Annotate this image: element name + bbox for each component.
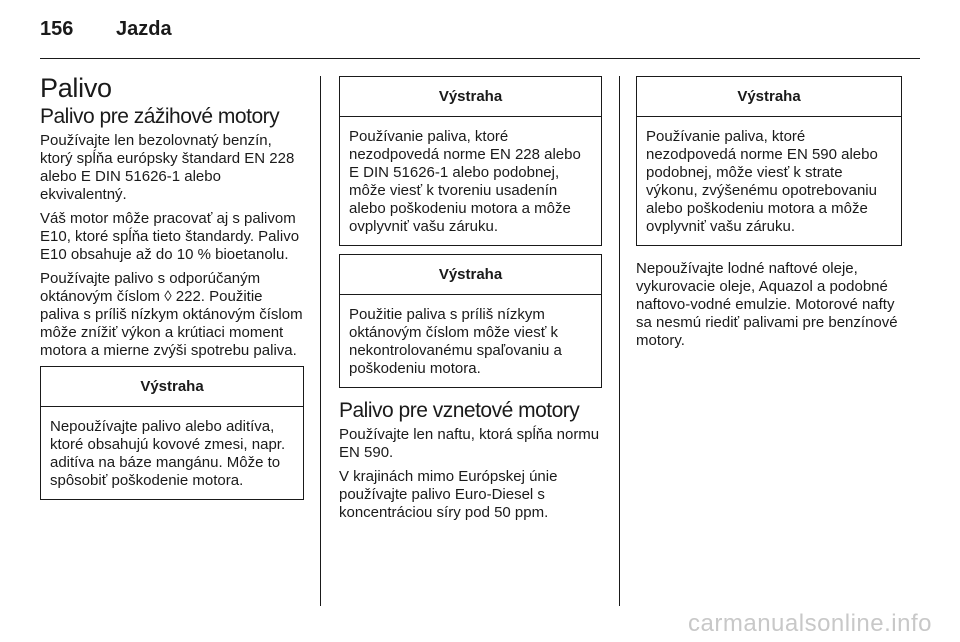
column-divider-left: [320, 76, 321, 606]
paragraph: Váš motor môže pracovať aj s palivom E10, ktoré spĺňa tieto štandardy. Palivo E10 obsahuje až do 10 % bioetanolu.: [40, 210, 300, 263]
column-right: [636, 72, 902, 356]
warning-box: [636, 76, 902, 246]
watermark: carmanualsonline.info: [688, 610, 932, 637]
page-number: 156: [40, 18, 74, 40]
header-rule: [40, 58, 920, 59]
warning-text: Použitie paliva s príliš nízkym oktánovým číslom môže viesť k nekontrolovanému spaľovaniu a poškodeniu motora.: [349, 306, 562, 377]
section-title: Palivo: [40, 73, 112, 103]
warning-box: [40, 366, 304, 500]
warning-title: Výstraha: [340, 77, 601, 117]
subsection-title-petrol: Palivo pre zážihové motory: [40, 105, 280, 128]
paragraph: Používajte palivo s odporúčaným oktánovým číslom ◊ 222. Použitie paliva s príliš nízkym oktánovým číslom môže znížiť výkon a krútiaci moment motora a mierne zvýši spotrebu paliva.: [40, 270, 303, 359]
column-left: [40, 72, 304, 508]
paragraph: Používajte len bezolovnatý benzín, ktorý spĺňa európsky štandard EN 228 alebo E DIN 51626-1 alebo ekvivalentný.: [40, 132, 295, 203]
warning-title: Výstraha: [41, 367, 303, 407]
warning-text: Nepoužívajte palivo alebo aditíva, ktoré obsahujú kovové zmesi, napr. aditíva na báze mangánu. Môže to spôsobiť poškodenie motora.: [50, 418, 286, 489]
warning-title: Výstraha: [637, 77, 901, 117]
warning-title: Výstraha: [340, 255, 601, 295]
paragraph: Nepoužívajte lodné naftové oleje, vykurovacie oleje, Aquazol a podobné naftovo-vodné emulzie. Motorové nafty sa nesmú riediť palivami pre benzínové motory.: [636, 260, 898, 349]
warning-text: Používanie paliva, ktoré nezodpovedá norme EN 228 alebo E DIN 51626-1 alebo podobnej, môže viesť k tvoreniu usadenín alebo poškodeniu motora a môže ovplyvniť vašu záruku.: [349, 128, 581, 235]
warning-box: [339, 76, 602, 246]
paragraph: Používajte len naftu, ktorá spĺňa normu EN 590.: [339, 426, 600, 461]
warning-box: [339, 254, 602, 388]
subsection-title-diesel: Palivo pre vznetové motory: [339, 399, 580, 422]
chapter-title: Jazda: [116, 18, 172, 40]
column-middle: [339, 72, 602, 528]
column-divider-right: [619, 76, 620, 606]
warning-text: Používanie paliva, ktoré nezodpovedá norme EN 590 alebo podobnej, môže viesť k strate výkonu, zvýšenému opotrebovaniu alebo poškodeniu motora a môže ovplyvniť vašu záruku.: [646, 128, 878, 235]
paragraph: V krajinách mimo Európskej únie používajte palivo Euro-Diesel s koncentráciou síry pod 50 ppm.: [339, 468, 558, 521]
